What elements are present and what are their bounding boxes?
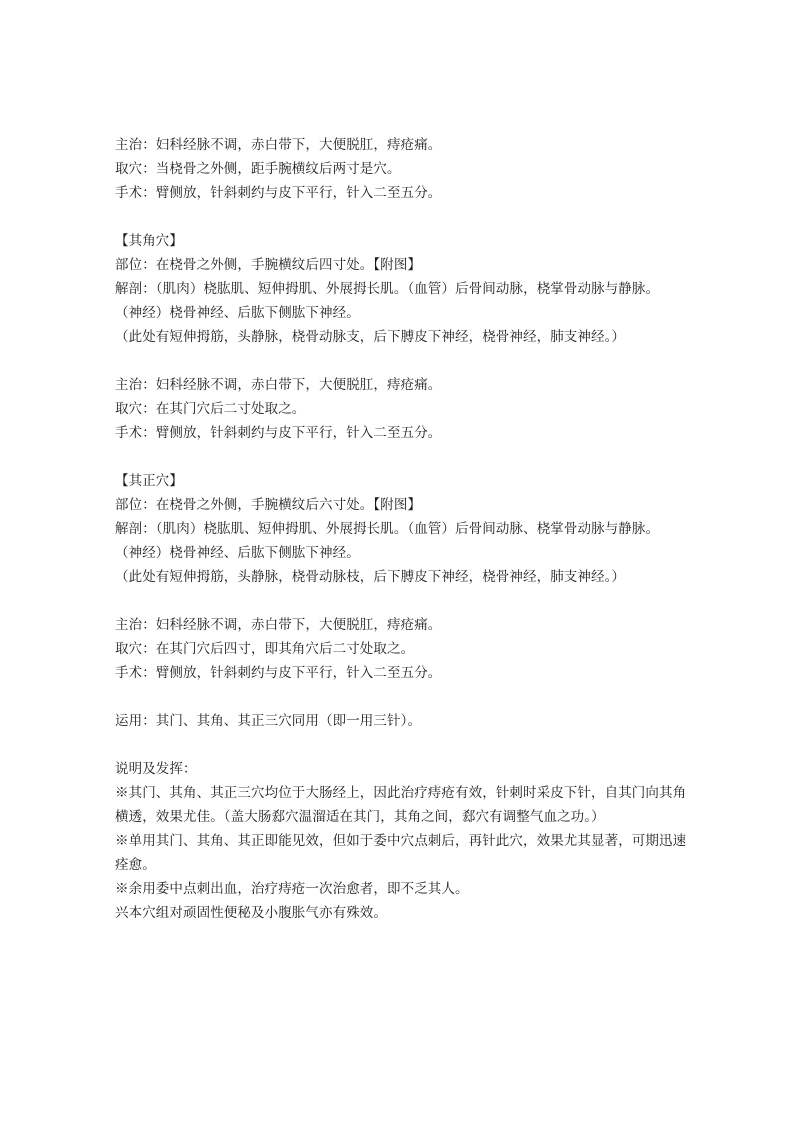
anatomy-note-line: （此处有短伸拇筋，头静脉，桡骨动脉枝，后下膊皮下神经，桡骨神经，肺支神经。）: [115, 569, 626, 585]
anatomy-line: 解剖：（肌肉）桡肱肌、短伸拇肌、外展拇长肌。（血管）后骨间动脉、桡掌骨动脉与静脉。: [115, 521, 660, 537]
anatomy-nerve-line: （神经）桡骨神经、后肱下侧肱下神经。: [115, 305, 360, 321]
spacer: [115, 685, 695, 709]
notes-line: 横透，效果尤佳。（盖大肠郄穴温溜适在其门，其角之间，郄穴有调整气血之功。）: [115, 809, 605, 825]
position-line: 部位：在桡骨之外侧，手腕横纹后四寸处。【附图】: [115, 257, 422, 273]
notes-line: ※其门、其角、其正三穴均位于大肠经上，因此治疗痔疮有效，针刺时采皮下针，自其门向其角: [115, 785, 687, 801]
anatomy-line: 解剖：（肌肉）桡肱肌、短伸拇肌、外展拇长肌。（血管）后骨间动脉，桡掌骨动脉与静脉。: [115, 281, 660, 297]
section-title-qizheng: 【其正穴】: [115, 473, 183, 489]
spacer: [115, 205, 695, 229]
notes-line: ※余用委中点刺出血，治疗痔疮一次治愈者，即不乏其人。: [115, 881, 469, 897]
section-title-qijiao: 【其角穴】: [115, 233, 183, 249]
indications-line: 主治：妇科经脉不调，赤白带下，大便脱肛，痔疮痛。: [115, 137, 442, 153]
usage-line: 运用：其门、其角、其正三穴同用（即一用三针）。: [115, 713, 422, 729]
spacer: [115, 445, 695, 469]
spacer: [115, 349, 695, 373]
anatomy-note-line: （此处有短伸拇筋，头静脉，桡骨动脉支，后下膊皮下神经，桡骨神经，肺支神经。）: [115, 329, 626, 345]
location-method-line: 取穴：在其门穴后二寸处取之。: [115, 401, 306, 417]
notes-line: ※单用其门、其角、其正即能见效，但如于委中穴点刺后，再针此穴，效果尤其显著，可期迅速: [115, 833, 687, 849]
notes-line: 痊愈。: [115, 857, 156, 873]
technique-line: 手术：臂侧放，针斜刺约与皮下平行，针入二至五分。: [115, 185, 442, 201]
location-method-line: 取穴：当桡骨之外侧，距手腕横纹后两寸是穴。: [115, 161, 401, 177]
position-line: 部位：在桡骨之外侧，手腕横纹后六寸处。【附图】: [115, 497, 422, 513]
technique-line: 手术：臂侧放，针斜刺约与皮下平行，针入二至五分。: [115, 665, 442, 681]
notes-line: 兴本穴组对顽固性便秘及小腹胀气亦有殊效。: [115, 905, 387, 921]
indications-line: 主治：妇科经脉不调，赤白带下，大便脱肛，痔疮痛。: [115, 617, 442, 633]
spacer: [115, 589, 695, 613]
notes-heading: 说明及发挥：: [115, 761, 197, 777]
anatomy-nerve-line: （神经）桡骨神经、后肱下侧肱下神经。: [115, 545, 360, 561]
spacer: [115, 733, 695, 757]
document-page: [115, 133, 695, 925]
location-method-line: 取穴：在其门穴后四寸，即其角穴后二寸处取之。: [115, 641, 415, 657]
technique-line: 手术：臂侧放，针斜刺约与皮下平行，针入二至五分。: [115, 425, 442, 441]
indications-line: 主治：妇科经脉不调，赤白带下，大便脱肛，痔疮痛。: [115, 377, 442, 393]
